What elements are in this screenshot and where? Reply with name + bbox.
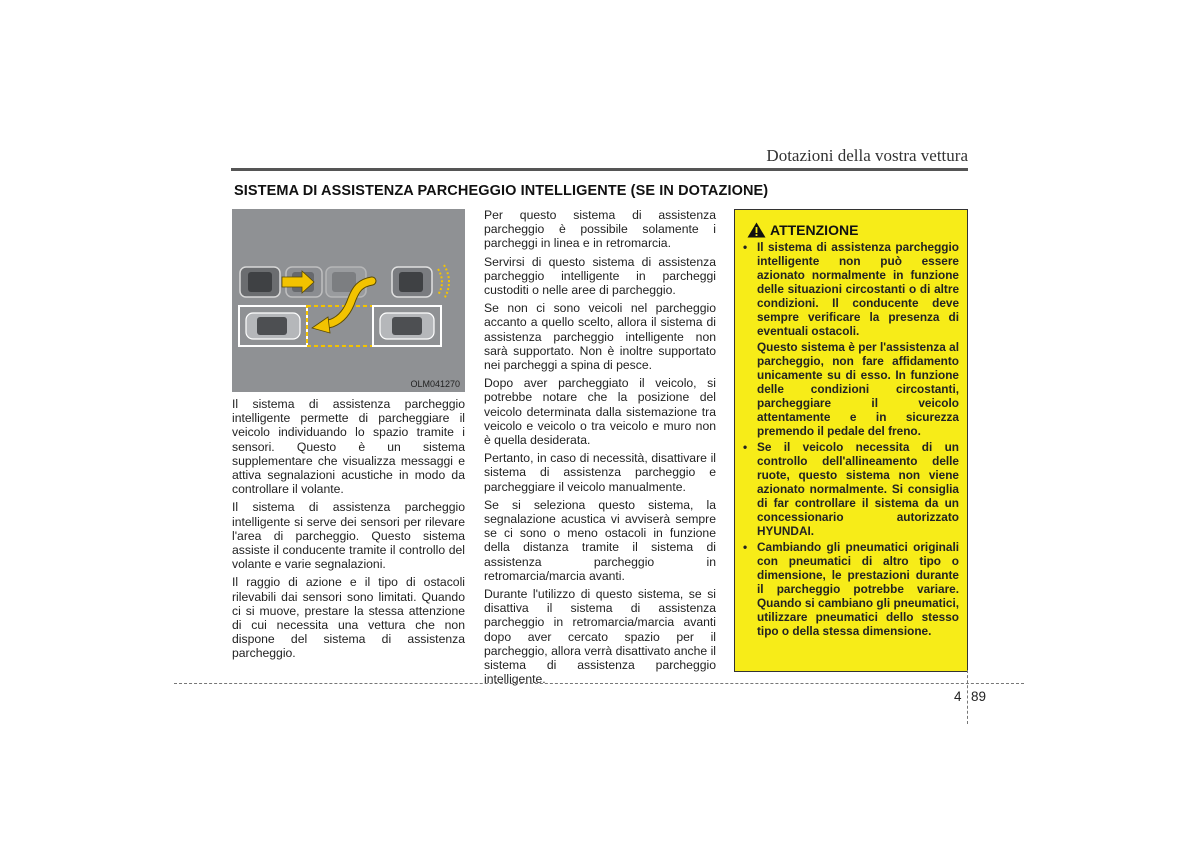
parking-illustration (232, 209, 465, 392)
footer-rule (174, 683, 1024, 684)
car-top-right (392, 267, 432, 297)
paragraph: Per questo sistema di assistenza parcheggio è possibile solamente i parcheggi in linea e in retromarcia. (484, 208, 716, 251)
warning-triangle-icon (747, 222, 766, 238)
sensor-wave-2 (444, 265, 449, 299)
paragraph: Il raggio di azione e il tipo di ostacoli rilevabili dai sensori sono limitati. Quando ci si muove, prestare la stessa attenzione di cui necessita una vettura che non dispone del sistema di assistenza parcheggio. (232, 575, 465, 661)
paragraph: Il sistema di assistenza parcheggio intelligente si serve dei sensori per rilevare l'area di parcheggio. Questo sistema assiste il conducente tramite il controllo del volante e varie segnalazioni. (232, 500, 465, 572)
bullet: • (743, 440, 748, 454)
figure-code: OLM041270 (410, 379, 460, 389)
page-number: 89 (971, 689, 987, 704)
paragraph: Pertanto, in caso di necessità, disattivare il sistema di assistenza parcheggio e parcheggiare il veicolo manualmente. (484, 451, 716, 494)
parked-car-right (380, 313, 434, 339)
warning-text: Cambiando gli pneumatici originali con pneumatici di altro tipo o dimensione, le prestazioni durante il parcheggio potrebbe variare. Quando si cambiano gli pneumatici, utilizzare pneumatici dello stesso tipo o della stessa dimensione. (757, 540, 959, 638)
bullet: • (743, 540, 748, 554)
page-divider-line (967, 670, 968, 724)
warning-item (743, 240, 959, 438)
column-2 (484, 208, 716, 691)
paragraph: Durante l'utilizzo di questo sistema, se si disattiva il sistema di assistenza parcheggio in retromarcia/marcia avanti dopo aver cercato spazio per il parcheggio, allora verrà disattivato anche il sistema di assistenza parcheggio intelligente. (484, 587, 716, 687)
warning-item (743, 540, 959, 638)
warning-header (747, 222, 959, 238)
scanning-car-rear (240, 267, 280, 297)
warning-continuation: Questo sistema è per l'assistenza al parcheggio, non fare affidamento unicamente su di esso. In funzione delle condizioni circostanti, parcheggiare il veicolo attentamente e in sicurezza premendo il pedale del freno. (757, 340, 959, 438)
parked-car-left (246, 313, 300, 339)
paragraph: Se non ci sono veicoli nel parcheggio accanto a quello scelto, allora il sistema di assistenza parcheggio intelligente non sarà supportato. Non è inoltre supportato nei parcheggi a spina di pesce. (484, 301, 716, 373)
sensor-wave (438, 269, 442, 295)
header-rule (231, 168, 968, 171)
warning-text: Se il veicolo necessita di un controllo dell'allineamento delle ruote, questo sistema non viene azionato normalmente. Si consiglia di far controllare il sistema da un concessionario autorizzato HYUNDAI. (757, 440, 959, 538)
warning-item (743, 440, 959, 538)
paragraph: Dopo aver parcheggiato il veicolo, si potrebbe notare che la posizione del veicolo determinata dalla sistemazione tra veicolo e veicolo o tra veicolo e muro non è quella desiderata. (484, 376, 716, 448)
running-header: Dotazioni della vostra vettura (766, 146, 968, 165)
reverse-arrowhead (312, 317, 330, 333)
paragraph: Servirsi di questo sistema di assistenza parcheggio intelligente in parcheggi custoditi o nelle aree di parcheggio. (484, 254, 716, 298)
paragraph: Se si seleziona questo sistema, la segnalazione acustica vi avviserà sempre se ci sono o meno ostacoli in funzione della distanza tramite il sistema di assistenza parcheggio in retromarcia/marcia avanti. (484, 497, 716, 583)
warning-list (743, 240, 959, 638)
chapter-number: 4 (954, 689, 962, 704)
warning-text: Il sistema di assistenza parcheggio intelligente non può essere azionato normalmente in funzione delle situazioni circostanti o di altre condizioni. Il conducente deve sempre verificare la presenza di eventuali ostacoli. (757, 240, 959, 338)
section-title: SISTEMA DI ASSISTENZA PARCHEGGIO INTELLIGENTE (SE IN DOTAZIONE) (234, 183, 769, 199)
paragraph: Il sistema di assistenza parcheggio intelligente permette di parcheggiare il veicolo individuando lo spazio tramite i sensori. Questo è un sistema supplementare che visualizza messaggi e attiva segnalazioni acustiche in modo da controllare il volante. (232, 397, 465, 497)
parking-diagram (232, 209, 465, 392)
bullet: • (743, 240, 748, 254)
warning-title: ATTENZIONE (770, 222, 859, 238)
warning-box (734, 209, 968, 672)
column-1 (232, 397, 465, 665)
